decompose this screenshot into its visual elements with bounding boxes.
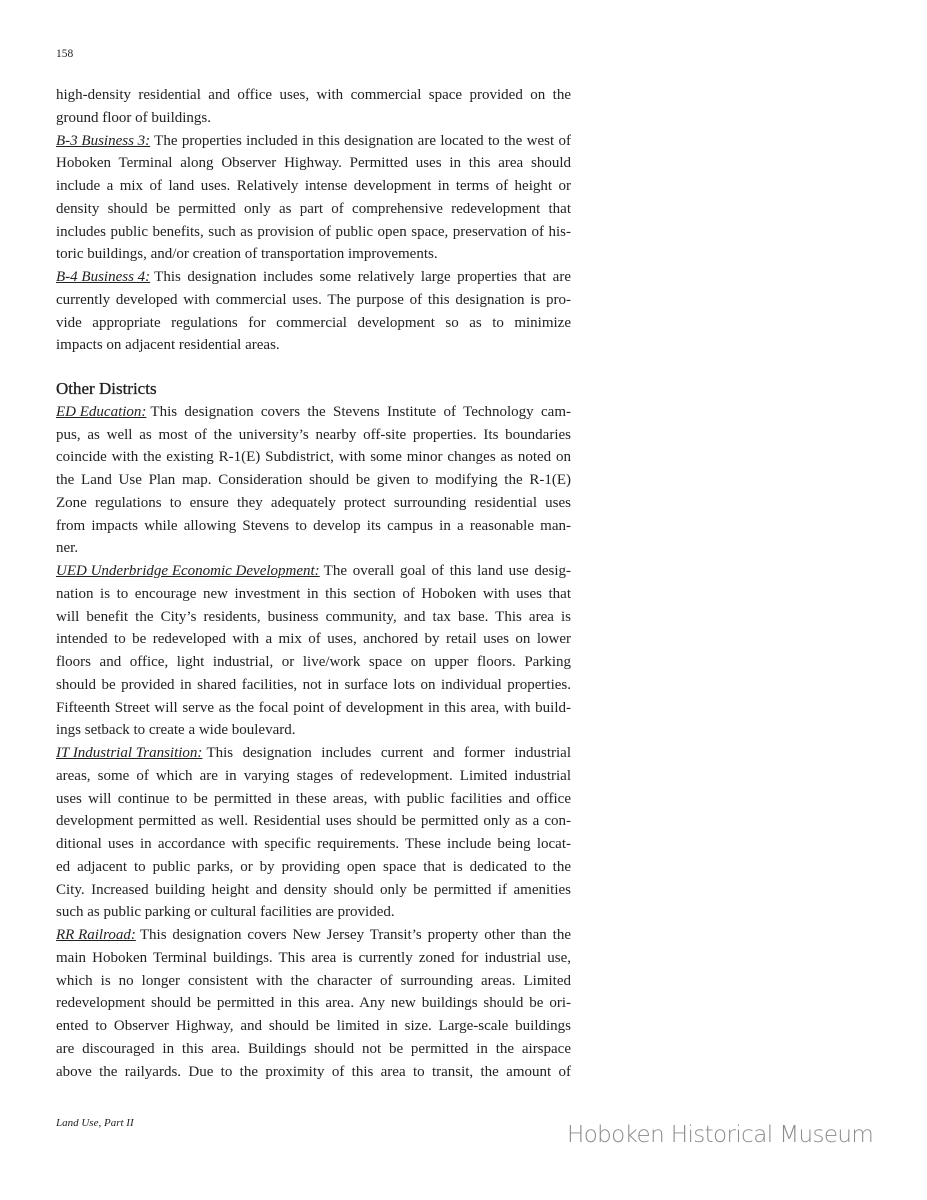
page-body	[56, 84, 571, 1083]
text-line: will benefit the City’s residents, business community, and tax base. This area is	[56, 608, 571, 625]
text-line: are discouraged in this area. Buildings should not be permitted in the airspace	[56, 1040, 571, 1057]
text-line: ed adjacent to public parks, or by providing open space that is dedicated to the	[56, 858, 571, 875]
text-line: Fifteenth Street will serve as the focal point of development in this area, with build-	[56, 699, 571, 716]
text-line: ings setback to create a wide boulevard.	[56, 722, 296, 739]
paragraph	[56, 924, 571, 1083]
paragraph	[56, 742, 571, 924]
text-line: ground floor of buildings.	[56, 109, 211, 126]
line-text: This designation includes current and former industrial	[206, 745, 571, 761]
text-line: high-density residential and office uses, with commercial space provided on the	[56, 87, 571, 103]
text-line: redevelopment should be permitted in this area. Any new buildings should be ori-	[56, 995, 571, 1012]
line-text: The properties included in this designation are located to the west of	[154, 132, 571, 149]
district-label: B-4 Business 4:	[56, 269, 151, 285]
text-line: should be provided in shared facilities, not in surface lots on individual properties.	[56, 676, 571, 693]
text-line: ner.	[56, 540, 79, 557]
text-line: development permitted as well. Residential uses should be permitted only as a con-	[56, 813, 571, 830]
text-line	[56, 266, 571, 289]
text-line: above the railyards. Due to the proximity of this area to transit, the amount of	[56, 1063, 571, 1080]
text-line: Hoboken Terminal along Observer Highway. Permitted uses in this area should	[56, 155, 571, 172]
text-line: City. Increased building height and density should only be permitted if amenities	[56, 881, 571, 898]
text-line: coincide with the existing R-1(E) Subdistrict, with some minor changes as noted on	[56, 449, 571, 466]
district-label: UED Underbridge Economic Development:	[56, 563, 320, 579]
text-line: main Hoboken Terminal buildings. This area is currently zoned for industrial use,	[56, 949, 571, 966]
paragraph	[56, 84, 571, 130]
line-text: This designation covers the Stevens Institute of Technology cam-	[150, 403, 571, 420]
text-line: includes public benefits, such as provision of public open space, preservation of his-	[56, 223, 571, 240]
text-line	[56, 130, 571, 153]
text-line: the Land Use Plan map. Consideration should be given to modifying the R-1(E)	[56, 472, 571, 488]
line-text: This designation covers New Jersey Transit’s property other than the	[139, 927, 571, 943]
district-label: ED Education:	[56, 403, 147, 420]
district-label: IT Industrial Transition:	[56, 745, 203, 761]
text-line: currently developed with commercial uses. The purpose of this designation is pro-	[56, 291, 571, 308]
text-line: which is no longer consistent with the character of surrounding areas. Limited	[56, 972, 571, 989]
page-number: 158	[56, 48, 74, 60]
text-line: intended to be redeveloped with a mix of uses, anchored by retail uses on lower	[56, 631, 571, 648]
text-line: ented to Observer Highway, and should be limited in size. Large-scale buildings	[56, 1018, 571, 1034]
other-districts-text	[56, 401, 571, 1084]
text-line: such as public parking or cultural facilities are provided.	[56, 904, 395, 921]
line-text: The overall goal of this land use desig-	[323, 563, 571, 579]
paragraph	[56, 266, 571, 357]
section-heading-other-districts: Other Districts	[56, 379, 157, 398]
text-line: from impacts while allowing Stevens to develop its campus in a reasonable man-	[56, 517, 571, 534]
text-line: Zone regulations to ensure they adequately protect surrounding residential uses	[56, 494, 571, 511]
text-line: impacts on adjacent residential areas.	[56, 337, 280, 354]
text-line: areas, some of which are in varying stages of redevelopment. Limited industrial	[56, 767, 571, 784]
paragraph	[56, 130, 571, 267]
text-line	[56, 560, 571, 583]
text-line: toric buildings, and/or creation of transportation improvements.	[56, 246, 438, 263]
district-label: B-3 Business 3:	[56, 132, 151, 149]
text-line: ditional uses in accordance with specific requirements. These include being locat-	[56, 836, 571, 852]
text-line: include a mix of land uses. Relatively intense development in terms of height or	[56, 178, 571, 194]
text-line: nation is to encourage new investment in this section of Hoboken with uses that	[56, 585, 571, 602]
text-line: vide appropriate regulations for commercial development so as to minimize	[56, 314, 571, 331]
text-line: pus, as well as most of the university’s nearby off-site properties. Its boundaries	[56, 426, 571, 443]
footer-section-title: Land Use, Part II	[56, 1117, 134, 1129]
text-line	[56, 924, 571, 947]
text-line	[56, 742, 571, 765]
text-line: density should be permitted only as part of comprehensive redevelopment that	[56, 200, 571, 217]
text-line: floors and office, light industrial, or live/work space on upper floors. Parking	[56, 654, 571, 670]
paragraph	[56, 401, 571, 560]
text-line: uses will continue to be permitted in these areas, with public facilities and office	[56, 790, 571, 807]
paragraph	[56, 560, 571, 742]
district-label: RR Railroad:	[56, 927, 136, 943]
text-line	[56, 401, 571, 424]
business-districts-text	[56, 84, 571, 357]
watermark: Hoboken Historical Museum	[567, 1122, 874, 1148]
line-text: This designation includes some relatively large properties that are	[154, 269, 571, 285]
